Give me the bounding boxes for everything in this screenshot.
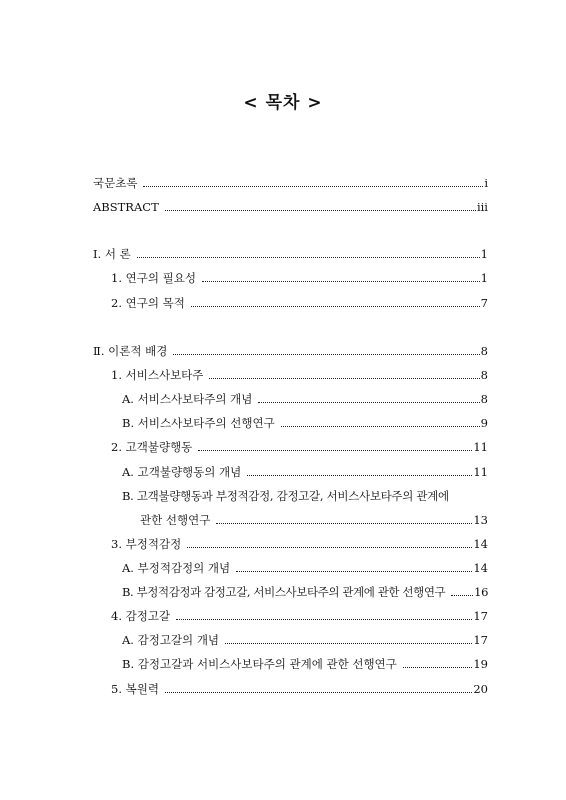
toc-entry[interactable] (93, 245, 488, 263)
dot-leader (173, 354, 479, 355)
toc-entry-label: 1. 연구의 필요성 (111, 271, 196, 285)
toc-entry-label: 2. 연구의 목적 (111, 296, 185, 310)
toc-entry[interactable] (111, 680, 488, 698)
toc-entry[interactable] (111, 438, 488, 456)
toc-entry-label: 국문초록 (93, 176, 138, 190)
toc-entry-label: 5. 복원력 (111, 682, 159, 696)
page-title: < 목차 > (243, 93, 323, 113)
toc-entry-page: 1 (480, 271, 488, 285)
toc-entry[interactable] (111, 607, 488, 625)
toc-entry[interactable] (111, 269, 488, 287)
dot-leader (403, 667, 473, 668)
toc-entry[interactable] (122, 559, 488, 577)
dot-leader (165, 692, 472, 693)
dot-leader (143, 186, 483, 187)
dot-leader (247, 475, 472, 476)
toc-entry[interactable] (122, 390, 488, 408)
dot-leader (137, 257, 480, 258)
toc-entry[interactable] (122, 631, 488, 649)
toc-entry-label: 3. 부정적감정 (111, 537, 182, 551)
toc-entry-label: B. 감정고갈과 서비스사보타주의 관계에 관한 선행연구 (122, 657, 397, 671)
toc-entry-label: A. 서비스사보타주의 개념 (122, 392, 253, 406)
toc-entry-page: 9 (480, 416, 488, 430)
toc-entry-page: iii (476, 200, 488, 214)
toc-entry-label: B. 고객불량행동과 부정적감정, 감정고갈, 서비스사보타주의 관계에 (122, 489, 449, 503)
toc-entry-page: 7 (480, 296, 488, 310)
toc-entry-label: ABSTRACT (93, 200, 159, 214)
toc-entry[interactable] (122, 655, 488, 673)
toc-entry-page: 8 (480, 392, 488, 406)
toc-entry-page: 11 (473, 465, 488, 479)
toc-entry-label: B. 서비스사보타주의 선행연구 (122, 416, 275, 430)
toc-entry-label: A. 부정적감정의 개념 (122, 561, 231, 575)
toc-entry[interactable] (111, 294, 488, 312)
dot-leader (281, 426, 480, 427)
toc-entry-page: 11 (473, 440, 488, 454)
toc-entry-page: 19 (473, 657, 488, 671)
dot-leader (258, 402, 479, 403)
toc-entry-label: A. 감정고갈의 개념 (122, 633, 220, 647)
dot-leader (236, 571, 472, 572)
toc-entry[interactable] (93, 174, 488, 192)
toc-entry[interactable] (122, 583, 488, 601)
dot-leader (216, 523, 472, 524)
toc-entry[interactable] (93, 198, 488, 216)
toc-entry[interactable] (122, 414, 488, 432)
dot-leader (176, 619, 472, 620)
toc-entry-page: 17 (473, 609, 488, 623)
toc-entry[interactable] (140, 511, 488, 529)
dot-leader (198, 450, 472, 451)
toc-entry-label: 4. 감정고갈 (111, 609, 171, 623)
toc-entry-page: 20 (473, 682, 488, 696)
toc-entry-page: 13 (473, 513, 488, 527)
dot-leader (225, 643, 472, 644)
toc-entry[interactable] (122, 487, 488, 505)
toc-entry-label: B. 부정적감정과 감정고갈, 서비스사보타주의 관계에 관한 선행연구 (122, 585, 446, 599)
dot-leader (202, 281, 480, 282)
dot-leader (187, 547, 472, 548)
toc-entry-label: Ⅰ. 서 론 (93, 247, 131, 261)
dot-leader (451, 595, 473, 596)
toc-entry-page: 14 (473, 561, 488, 575)
toc-entry[interactable] (122, 463, 488, 481)
toc-entry-label: 관한 선행연구 (140, 513, 211, 527)
toc-entry-label: A. 고객불량행동의 개념 (122, 465, 242, 479)
toc-entry-page: i (484, 176, 488, 190)
toc-entry[interactable] (111, 535, 488, 553)
toc-entry[interactable] (93, 342, 488, 360)
dot-leader (209, 378, 479, 379)
dot-leader (191, 306, 480, 307)
toc-entry[interactable] (111, 366, 488, 384)
toc-entry-page: 14 (473, 537, 488, 551)
toc-entry-label: Ⅱ. 이론적 배경 (93, 344, 168, 358)
toc-entry-page: 17 (473, 633, 488, 647)
toc-entry-page: 8 (480, 368, 488, 382)
toc-entry-label: 1. 서비스사보타주 (111, 368, 204, 382)
toc-entry-page: 16 (474, 585, 488, 599)
toc-entry-page: 8 (480, 344, 488, 358)
dot-leader (165, 210, 476, 211)
toc-entry-label: 2. 고객불량행동 (111, 440, 193, 454)
toc-entry-page: 1 (480, 247, 488, 261)
